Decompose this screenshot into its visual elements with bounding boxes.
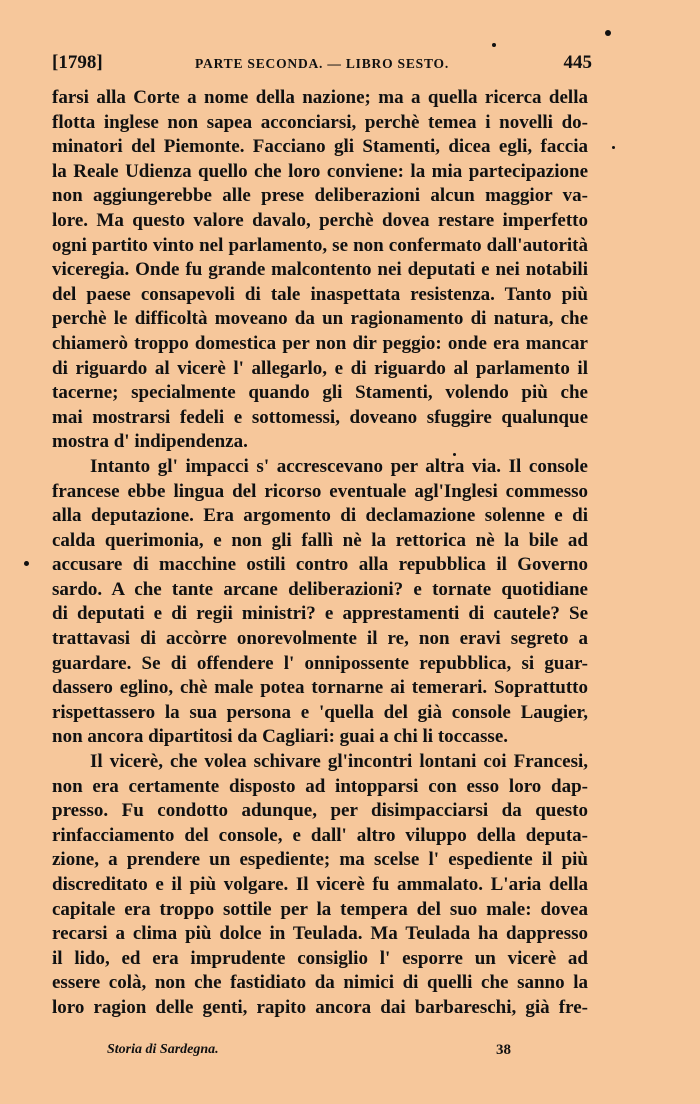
- text-line: chiamerò troppo domestica per non dir peggio: onde era mancar: [52, 332, 588, 354]
- ink-speck: [492, 43, 496, 47]
- page-number: 445: [563, 52, 592, 73]
- text-line: zione, a prendere un espediente; ma scelse l' espediente il più: [52, 849, 588, 871]
- text-line: discreditato e il più volgare. Il vicerè fu ammalato. L'aria della: [52, 874, 588, 895]
- text-line: minatori del Piemonte. Facciano gli Stamenti, dicea egli, faccia: [52, 136, 588, 158]
- text-line: ogni partito vinto nel parlamento, se non confermato dall'autorità: [52, 234, 588, 256]
- text-line: flotta inglese non sapea acconciarsi, perchè temea i novelli do-: [52, 111, 588, 133]
- text-line: calda querimonia, e non gli fallì nè la rettorica nè la bile ad: [52, 529, 588, 551]
- text-line: francese ebbe lingua del ricorso eventuale agl'Inglesi commesso: [52, 480, 588, 502]
- page-footer: [52, 1042, 592, 1064]
- body-text: [52, 86, 588, 1021]
- text-line: Intanto gl' impacci s' accrescevano per altra via. Il console: [90, 455, 588, 477]
- text-line: Il vicerè, che volea schivare gl'incontri lontani coi Francesi,: [90, 751, 588, 773]
- ink-speck: [612, 146, 615, 149]
- signature-mark: 38: [496, 1042, 511, 1058]
- running-title: PARTE SECONDA. — LIBRO SESTO.: [194, 56, 450, 71]
- text-line: non era certamente disposto ad intopparsi con esso loro dap-: [52, 775, 588, 797]
- text-line: la Reale Udienza quello che loro conviene: la mia partecipazione: [52, 160, 588, 182]
- text-line: viceregia. Onde fu grande malcontento nei deputati e nei notabili: [52, 259, 588, 281]
- text-line: mai mostrarsi fedeli e sottomessi, doveano sfuggire qualunque: [52, 406, 588, 428]
- text-line: loro ragion delle genti, rapito ancora dai barbareschi, già fre-: [52, 996, 588, 1018]
- ink-speck: [605, 30, 611, 36]
- text-line: il lido, ed era imprudente consiglio l' esporre un vicerè ad: [52, 947, 588, 969]
- text-line: essere colà, non che fastidiato da nimici di quelli che sanno la: [52, 972, 588, 994]
- text-line: presso. Fu condotto adunque, per disimpacciarsi da questo: [52, 800, 588, 822]
- header-year: [1798]: [52, 52, 103, 73]
- text-line: lore. Ma questo valore davalo, perchè dovea restare imperfetto: [52, 209, 588, 231]
- page-header: [52, 52, 592, 82]
- text-line: di deputati e di regii ministri? e apprestamenti di cautele? Se: [52, 603, 588, 625]
- text-line: guardare. Se di offendere l' onnipossente repubblica, si guar-: [52, 652, 588, 674]
- text-line: sardo. A che tante arcane deliberazioni? e tornate quotidiane: [52, 578, 588, 600]
- text-line: dassero eglino, chè male potea tornarne ai temerari. Soprattutto: [52, 677, 588, 699]
- text-line: accusare di macchine ostili contro alla repubblica il Governo: [52, 554, 588, 576]
- footer-book-title: Storia di Sardegna.: [107, 1042, 219, 1057]
- text-line: trattavasi di accòrre onorevolmente il re, non eravi segreto a: [52, 628, 588, 650]
- text-line: tacerne; specialmente quando gli Stamenti, volendo più che: [52, 382, 588, 404]
- text-line: rinfacciamento del console, e dall' altro viluppo della deputa-: [52, 824, 588, 846]
- text-line: non aggiungerebbe alle prese deliberazioni alcun maggior va-: [52, 185, 588, 207]
- text-line: rispettassero la sua persona e 'quella del già console Laugier,: [52, 701, 588, 723]
- text-line: perchè le difficoltà moveano da un ragionamento di natura, che: [52, 308, 588, 330]
- text-line: mostra d' indipendenza.: [52, 431, 248, 453]
- text-line: del paese consapevoli di tale inaspettata resistenza. Tanto più: [52, 283, 588, 305]
- text-line: alla deputazione. Era argomento di declamazione solenne e di: [52, 505, 588, 527]
- text-line: recarsi a clima più dolce in Teulada. Ma Teulada ha dappresso: [52, 923, 588, 945]
- text-line: non ancora dipartitosi da Cagliari: guai a chi li toccasse.: [52, 726, 508, 748]
- text-line: di riguardo al vicerè l' allegarlo, e di riguardo al parlamento il: [52, 357, 588, 379]
- ink-speck: [24, 561, 29, 566]
- ink-speck: [453, 453, 456, 456]
- text-line: capitale era troppo sottile per la tempera del suo male: dovea: [52, 898, 588, 920]
- text-line: farsi alla Corte a nome della nazione; ma a quella ricerca della: [52, 87, 588, 108]
